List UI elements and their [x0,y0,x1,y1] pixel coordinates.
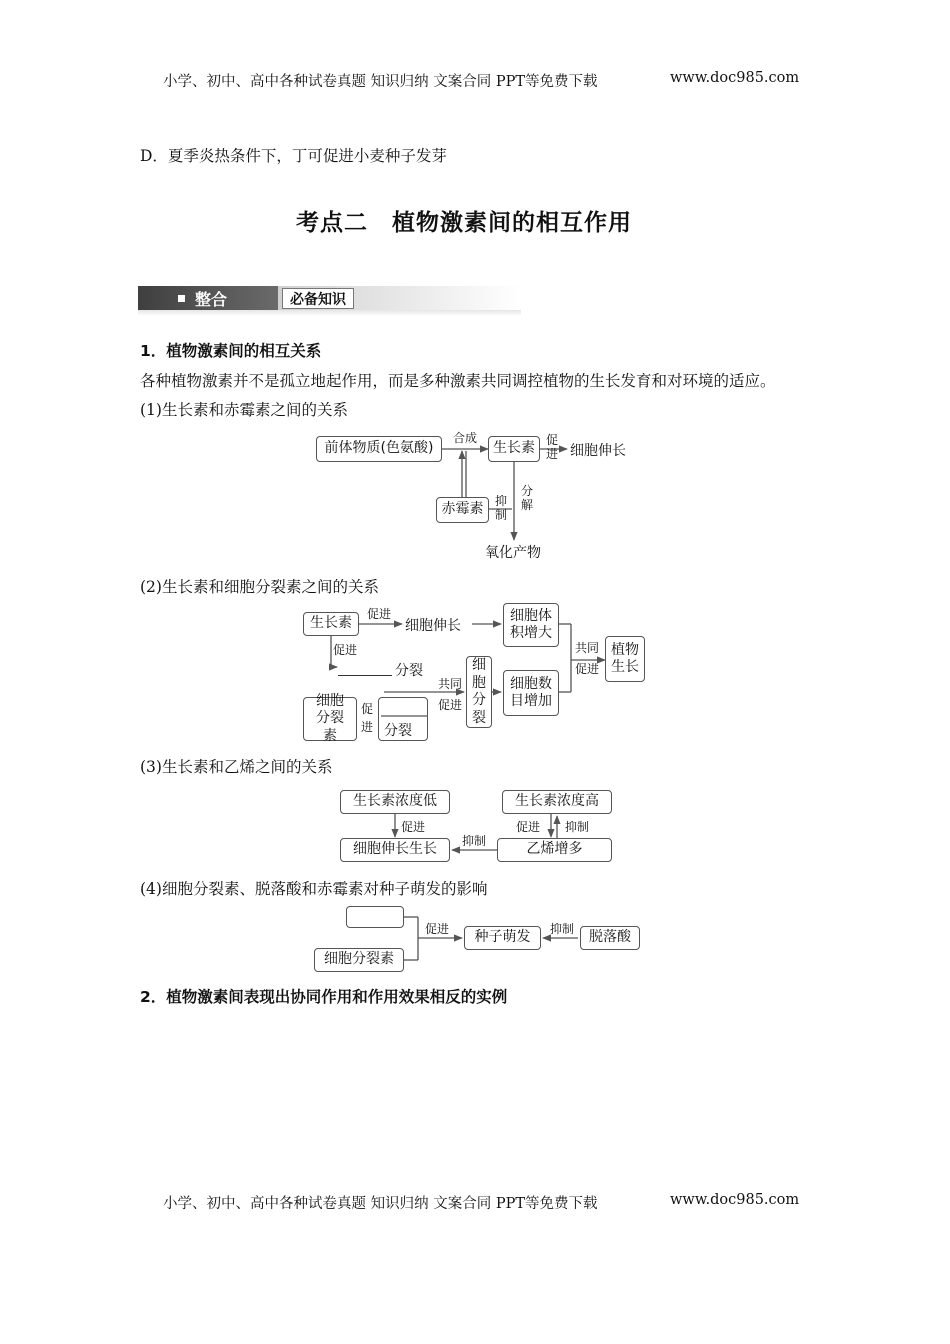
ethylene-box: 乙烯增多 [497,838,612,862]
footer-url[interactable]: www.doc985.com [670,1192,800,1208]
synthesis-label: 合成 [453,431,478,445]
blank-line-1 [338,675,392,676]
sub2-caption: (2)生长素和细胞分裂素之间的关系 [140,578,379,596]
sub4-caption: (4)细胞分裂素、脱落酸和赤霉素对种子萌发的影响 [140,880,488,898]
promote-label-2a: 促进 [367,607,392,621]
gibberellin-box: 赤霉素 [436,497,489,523]
cell-growth-box: 细胞伸长生长 [340,838,450,862]
cell-volume-box: 细胞体积增大 [503,603,559,647]
cell-division-box: 细胞分裂 [466,656,492,728]
precursor-box: 前体物质(色氨酸) [316,436,442,462]
promote-label-2e: 促进 [361,702,374,734]
division-text-1: 分裂 [395,663,423,679]
cytokinin-box: 细胞分裂素 [303,697,357,741]
promote-label-3b: 促进 [516,820,541,834]
item2-heading: 2．植物激素间表现出协同作用和作用效果相反的实例 [140,988,508,1006]
cytokinin-box-4: 细胞分裂素 [314,948,404,972]
promote-label: 促进 [546,433,559,462]
oxidized-product-text: 氧化产物 [485,545,541,561]
auxin-high-box: 生长素浓度高 [502,790,612,814]
auxin-low-box: 生长素浓度低 [340,790,450,814]
promote-label-2b: 促进 [575,662,600,676]
promote-label-2c: 促进 [333,643,358,657]
cell-number-box: 细胞数目增加 [503,670,559,716]
cell-elongation-text-2: 细胞伸长 [405,618,461,634]
germination-box: 种子萌发 [464,926,541,950]
jointly-label-a: 共同 [575,641,600,655]
option-d: D．夏季炎热条件下，丁可促进小麦种子发芽 [140,147,447,165]
header-url[interactable]: www.doc985.com [670,70,800,86]
auxin-box: 生长素 [488,436,540,462]
inhibit-label-3b: 抑制 [462,834,487,848]
section-title: 考点二 植物激素间的相互作用 [296,210,632,236]
decompose-label: 分解 [521,484,534,513]
aba-box: 脱落酸 [580,926,640,950]
jointly-label-b: 共同 [438,677,463,691]
division-text-2: 分裂 [384,723,412,739]
item1-intro: 各种植物激素并不是孤立地起作用，而是多种激素共同调控植物的生长发育和对环境的适应。 [140,372,776,390]
header-text: 小学、初中、高中各种试卷真题 知识归纳 文案合同 PPT等免费下载 [163,74,598,90]
banner-tag: 必备知识 [282,288,354,309]
blank-hormone-box [346,906,404,928]
inhibit-label-3a: 抑制 [565,820,590,834]
banner-label: 整合 [195,289,228,309]
promote-label-3a: 促进 [401,820,426,834]
promote-label-2d: 促进 [438,698,463,712]
footer-text: 小学、初中、高中各种试卷真题 知识归纳 文案合同 PPT等免费下载 [163,1196,598,1212]
promote-label-4: 促进 [425,922,450,936]
inhibit-label-4: 抑制 [550,922,575,936]
inhibit-label: 抑制 [495,494,508,523]
cell-elongation-text: 细胞伸长 [570,443,626,459]
item1-heading: 1．植物激素间的相互关系 [140,342,322,360]
auxin-box-2: 生长素 [303,612,359,636]
plant-growth-box: 植物生长 [605,636,645,682]
sub3-caption: (3)生长素和乙烯之间的关系 [140,758,333,776]
sub1-caption: (1)生长素和赤霉素之间的关系 [140,401,348,419]
